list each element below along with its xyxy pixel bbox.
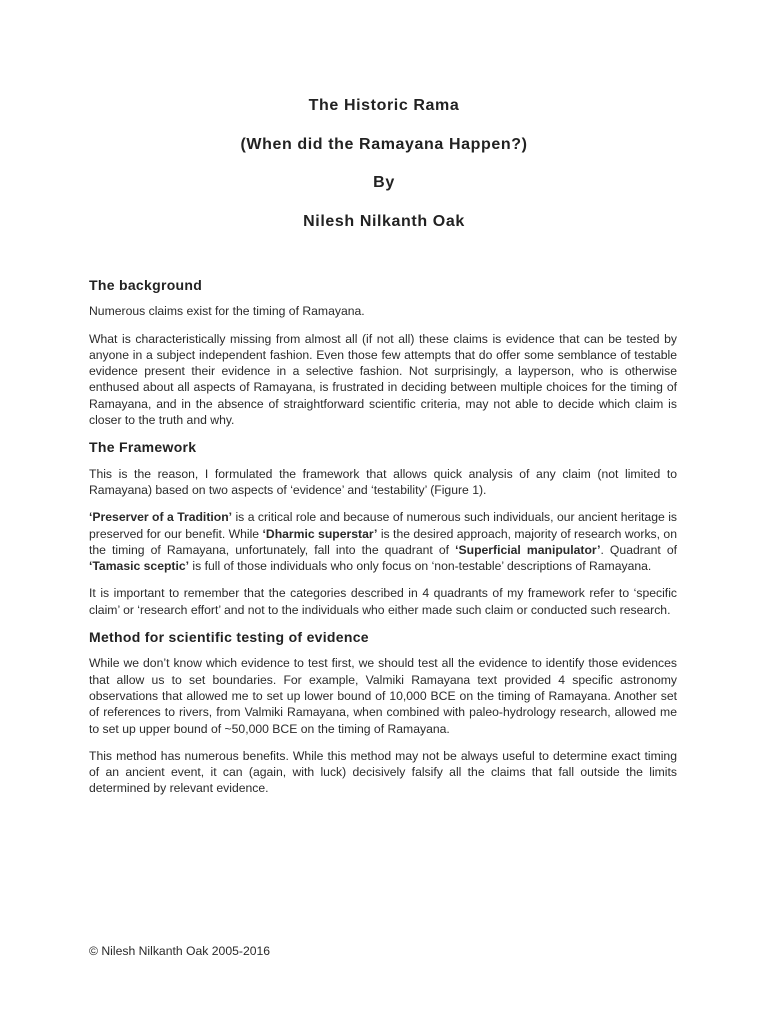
document-body [89, 277, 677, 808]
heading-method: Method for scientific testing of evidence [89, 629, 369, 646]
paragraph: What is characteristically missing from almost all (if not all) these claims is evidence that can be tested by anyone in a subject independent fashion. Even those few attempts that do offer some semblance of testable evidence present their evidence in a selective fashion. Not surprisingly, a layperson, who is otherwise enthused about all aspects of Ramayana, is frustrated in deciding between multiple choices for the timing of Ramayana, and in the absence of straightforward scientific criteria, may not able to decide which claim is closer to the truth and why. [89, 331, 677, 428]
term-superficial-manipulator: ‘Superficial manipulator’ [455, 542, 601, 557]
paragraph: While we don’t know which evidence to test first, we should test all the evidence to identify those evidences that allow us to set boundaries. For example, Valmiki Ramayana text provided 4 specific astronomy observations that allowed me to set up lower bound of 10,000 BCE on the timing of Ramayana. Another set of references to rivers, from Valmiki Ramayana, when combined with paleo-hydrology research, allowed me to set up upper bound of ~50,000 BCE on the timing of Ramayana. [89, 656, 677, 736]
paragraph [89, 509, 677, 574]
heading-framework: The Framework [89, 439, 197, 456]
paragraph-text: . Quadrant of [600, 542, 677, 557]
footer-copyright: © Nilesh Nilkanth Oak 2005-2016 [89, 944, 271, 958]
document-subtitle: (When did the Ramayana Happen?) [240, 135, 528, 153]
term-preserver: ‘Preserver of a Tradition’ [89, 510, 233, 525]
paragraph: This is the reason, I formulated the framework that allows quick analysis of any claim (not limited to Ramayana) based on two aspects of ‘evidence’ and ‘testability’ (Figure 1). [89, 466, 677, 497]
paragraph-text: is the desired approach, majority of research works, on the timing of Ramayana, unfortunately, fall into the quadrant of [89, 526, 677, 557]
paragraph: Numerous claims exist for the timing of Ramayana. [89, 304, 365, 319]
author-name: Nilesh Nilkanth Oak [303, 212, 465, 230]
document-title: The Historic Rama [308, 97, 460, 114]
paragraph: It is important to remember that the categories described in 4 quadrants of my framework refer to ‘specific claim’ or ‘research effort’ and not to the individuals who either made such claim or conducted such research. [89, 586, 677, 617]
byline-by: By [373, 174, 395, 191]
title-block [0, 93, 768, 247]
term-tamasic-sceptic: ‘Tamasic sceptic’ [89, 559, 190, 574]
paragraph-text: is a critical role and because of numerous such individuals, our ancient heritage is preserved for our benefit. While [89, 510, 677, 541]
paragraph-text: is full of those individuals who only focus on ‘non-testable’ descriptions of Ramayana. [189, 559, 652, 574]
heading-background: The background [89, 277, 203, 293]
term-dharmic-superstar: ‘Dharmic superstar’ [262, 526, 378, 541]
paragraph: This method has numerous benefits. While this method may not be always useful to determine exact timing of an ancient event, it can (again, with luck) decisively falsify all the claims that fall outside the limits determined by relevant evidence. [89, 748, 677, 796]
